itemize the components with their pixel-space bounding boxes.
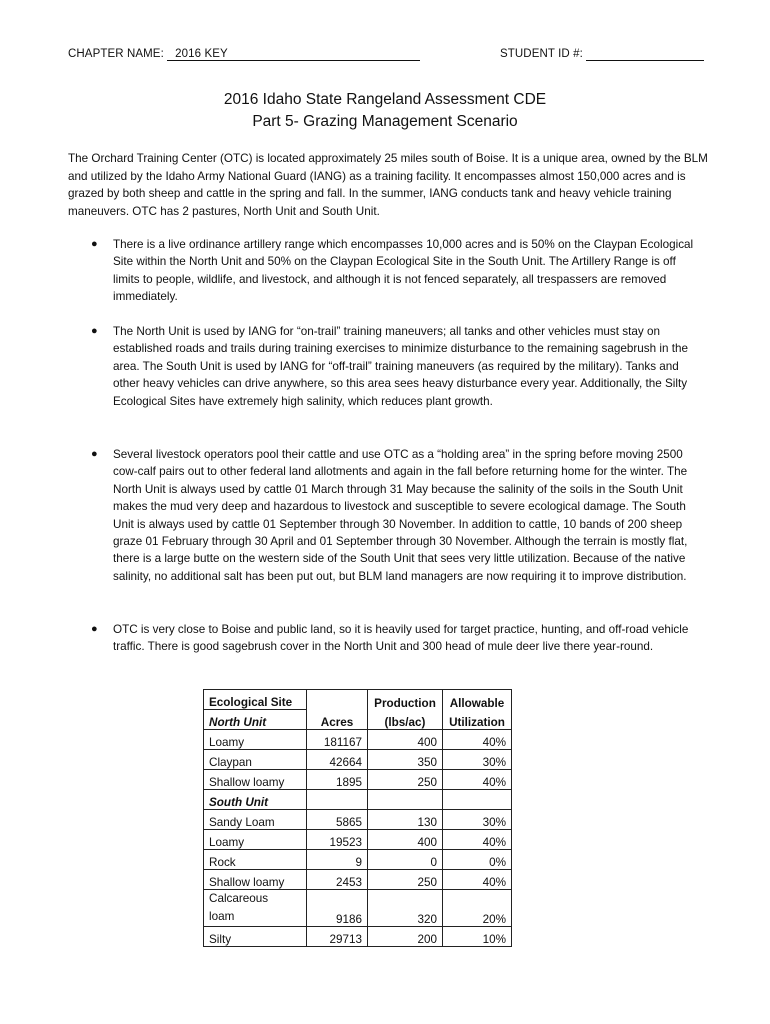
table-row [204,890,512,927]
header-production-line1: Production [368,690,443,710]
table-header-row [204,690,512,710]
header-acres: Acres [307,710,368,730]
acres-cell: 42664 [307,750,368,770]
utilization-cell: 40% [443,770,512,790]
north-unit-label: North Unit [204,710,307,730]
table-row [204,810,512,830]
document-subtitle: Part 5- Grazing Management Scenario [252,113,518,130]
bullet-item [91,621,703,656]
production-cell: 130 [368,810,443,830]
table-row [204,750,512,770]
intro-paragraph: The Orchard Training Center (OTC) is located approximately 25 miles south of Boise. It is a unique area, owned by the BLM and utilized by the Idaho Army National Guard (IANG) as a training facility. It encompasses almost 150,000 acres and is grazed by both sheep and cattle in the spring and fall. In the summer, IANG conducts tank and heavy vehicle training maneuvers. OTC has 2 pastures, North Unit and South Unit. [68,152,708,218]
acres-cell: 29713 [307,927,368,947]
south-unit-label: South Unit [204,790,307,810]
production-cell: 320 [368,890,443,927]
table-section-row [204,790,512,810]
bullet-text: The North Unit is used by IANG for “on-trail” training maneuvers; all tanks and other vehicles must stay on established roads and trails during training exercises to minimize disturbance to the remaining sagebrush in the area. The South Unit is used by IANG for “off-trail” training maneuvers (as required by the military). Tanks and other heavy vehicles can drive anywhere, so this area sees heavy disturbance every year. Additionally, the Silty Ecological Sites have extremely high salinity, which reduces plant growth. [113,325,688,408]
bullet-item [91,446,703,585]
ecological-site-table [203,689,512,947]
site-cell: Shallow loamy [204,870,307,890]
acres-cell: 9186 [307,890,368,927]
site-cell: Rock [204,850,307,870]
table-row [204,770,512,790]
production-cell: 0 [368,850,443,870]
bullet-icon: ● [91,325,98,337]
table-row [204,830,512,850]
utilization-cell: 30% [443,750,512,770]
chapter-name-label: CHAPTER NAME: [68,48,164,60]
acres-cell: 19523 [307,830,368,850]
site-cell: Loamy [204,730,307,750]
header-utilization-line1: Allowable [443,690,512,710]
production-cell: 400 [368,730,443,750]
bullet-item [91,236,703,306]
acres-cell: 9 [307,850,368,870]
document-title: 2016 Idaho State Rangeland Assessment CDE [223,91,547,108]
site-cell: Sandy Loam [204,810,307,830]
production-cell: 350 [368,750,443,770]
table-row [204,850,512,870]
utilization-cell: 10% [443,927,512,947]
site-cell-line2: loam [209,910,235,923]
utilization-cell: 40% [443,830,512,850]
production-cell: 400 [368,830,443,850]
acres-cell: 1895 [307,770,368,790]
site-cell-line1: Calcareous [209,892,269,905]
site-cell [204,890,307,927]
acres-cell: 2453 [307,870,368,890]
utilization-cell: 40% [443,870,512,890]
chapter-name-field [68,48,420,61]
student-id-field [500,48,704,61]
production-cell: 250 [368,770,443,790]
utilization-cell: 0% [443,850,512,870]
header-ecological-site: Ecological Site [204,690,307,710]
header-production-line2: (lbs/ac) [368,710,443,730]
site-cell: Claypan [204,750,307,770]
table-row [204,730,512,750]
header-utilization-line2: Utilization [443,710,512,730]
utilization-cell: 30% [443,810,512,830]
site-cell: Silty [204,927,307,947]
table-header-row [204,710,512,730]
chapter-name-value: 2016 KEY [167,48,420,61]
bullet-icon: ● [91,448,98,460]
bullet-text: OTC is very close to Boise and public land, so it is heavily used for target practice, hunting, and off-road vehicle traffic. There is good sagebrush cover in the North Unit and 300 head of mule deer live there year-round. [113,623,689,654]
acres-cell: 181167 [307,730,368,750]
table-row [204,927,512,947]
production-cell: 250 [368,870,443,890]
bullet-text: Several livestock operators pool their cattle and use OTC as a “holding area” in the spring before moving 2500 cow-calf pairs out to other federal land allotments and again in the fall before returning home for the winter. The North Unit is always used by cattle 01 March through 31 May because the salinity of the soils in the South Unit makes the mud very deep and hazardous to livestock and susceptible to severe ecological damage. The South Unit is always used by cattle 01 September through 30 November. In addition to cattle, 10 bands of 200 sheep graze 01 February through 30 April and 01 September through 30 November. Although the terrain is mostly flat, there is a large butte on the western side of the South Unit that sees very little utilization. Because of the native salinity, no additional salt has been put out, but BLM land managers are now requiring it to improve distribution. [113,448,688,583]
bullet-item [91,323,703,410]
utilization-cell: 20% [443,890,512,927]
bullet-icon: ● [91,623,98,635]
site-cell: Loamy [204,830,307,850]
student-id-blank [586,48,704,61]
utilization-cell: 40% [443,730,512,750]
bullet-icon: ● [91,238,98,250]
acres-cell: 5865 [307,810,368,830]
bullet-text: There is a live ordinance artillery range which encompasses 10,000 acres and is 50% on the Claypan Ecological Site within the North Unit and 50% on the Claypan Ecological Site in the South Unit. The Artillery Range is off limits to people, wildlife, and livestock, and although it is not fenced separately, all trespassers are removed immediately. [113,238,694,304]
student-id-label: STUDENT ID #: [500,48,583,60]
table-row [204,870,512,890]
production-cell: 200 [368,927,443,947]
site-cell: Shallow loamy [204,770,307,790]
